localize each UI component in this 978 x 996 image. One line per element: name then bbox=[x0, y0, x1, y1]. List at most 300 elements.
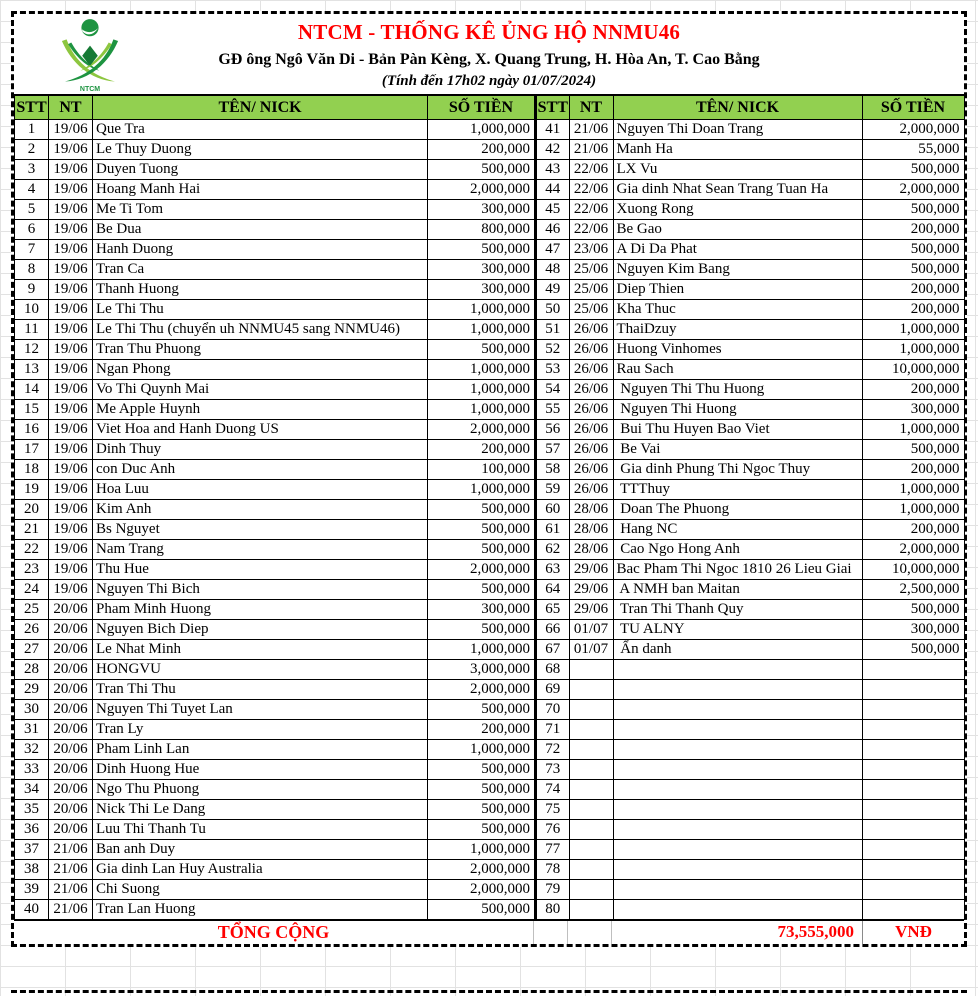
stt-cell[interactable]: 30 bbox=[15, 700, 49, 720]
name-cell[interactable]: con Duc Anh bbox=[93, 460, 428, 480]
stt-cell[interactable]: 8 bbox=[15, 260, 49, 280]
name-cell[interactable]: Nguyen Thi Huong bbox=[613, 400, 862, 420]
amount-cell[interactable]: 100,000 bbox=[428, 460, 535, 480]
amount-cell[interactable] bbox=[862, 800, 964, 820]
date-cell[interactable]: 19/06 bbox=[49, 180, 93, 200]
name-cell[interactable]: LX Vu bbox=[613, 160, 862, 180]
name-cell[interactable]: Luu Thi Thanh Tu bbox=[93, 820, 428, 840]
stt-cell[interactable]: 20 bbox=[15, 500, 49, 520]
stt-cell[interactable]: 72 bbox=[536, 740, 569, 760]
stt-cell[interactable]: 60 bbox=[536, 500, 569, 520]
name-cell[interactable]: Pham Minh Huong bbox=[93, 600, 428, 620]
stt-cell[interactable]: 25 bbox=[15, 600, 49, 620]
amount-cell[interactable]: 500,000 bbox=[428, 500, 535, 520]
date-cell[interactable]: 01/07 bbox=[569, 620, 613, 640]
stt-cell[interactable]: 14 bbox=[15, 380, 49, 400]
name-cell[interactable]: A Di Da Phat bbox=[613, 240, 862, 260]
total-amount[interactable]: 73,555,000 bbox=[611, 921, 862, 944]
date-cell[interactable]: 19/06 bbox=[49, 500, 93, 520]
stt-cell[interactable]: 58 bbox=[536, 460, 569, 480]
name-cell[interactable]: Kim Anh bbox=[93, 500, 428, 520]
column-header-stt[interactable]: STT bbox=[536, 96, 569, 120]
amount-cell[interactable] bbox=[862, 780, 964, 800]
amount-cell[interactable] bbox=[862, 840, 964, 860]
stt-cell[interactable]: 6 bbox=[15, 220, 49, 240]
date-cell[interactable]: 19/06 bbox=[49, 300, 93, 320]
name-cell[interactable]: Nguyen Thi Thu Huong bbox=[613, 380, 862, 400]
stt-cell[interactable]: 55 bbox=[536, 400, 569, 420]
name-cell[interactable]: Tran Ly bbox=[93, 720, 428, 740]
amount-cell[interactable]: 2,000,000 bbox=[862, 120, 964, 140]
stt-cell[interactable]: 62 bbox=[536, 540, 569, 560]
stt-cell[interactable]: 11 bbox=[15, 320, 49, 340]
stt-cell[interactable]: 28 bbox=[15, 660, 49, 680]
stt-cell[interactable]: 19 bbox=[15, 480, 49, 500]
name-cell[interactable]: Hanh Duong bbox=[93, 240, 428, 260]
date-cell[interactable] bbox=[569, 840, 613, 860]
name-cell[interactable]: Nguyen Thi Bich bbox=[93, 580, 428, 600]
amount-cell[interactable]: 500,000 bbox=[428, 520, 535, 540]
stt-cell[interactable]: 10 bbox=[15, 300, 49, 320]
name-cell[interactable]: Be Dua bbox=[93, 220, 428, 240]
name-cell[interactable]: Huong Vinhomes bbox=[613, 340, 862, 360]
date-cell[interactable] bbox=[569, 660, 613, 680]
date-cell[interactable]: 19/06 bbox=[49, 540, 93, 560]
stt-cell[interactable]: 54 bbox=[536, 380, 569, 400]
name-cell[interactable]: Gia dinh Phung Thi Ngoc Thuy bbox=[613, 460, 862, 480]
amount-cell[interactable]: 2,000,000 bbox=[428, 680, 535, 700]
name-cell[interactable]: Que Tra bbox=[93, 120, 428, 140]
name-cell[interactable]: Tran Thu Phuong bbox=[93, 340, 428, 360]
total-spacer-nt[interactable] bbox=[567, 921, 611, 944]
date-cell[interactable]: 19/06 bbox=[49, 380, 93, 400]
amount-cell[interactable]: 2,000,000 bbox=[862, 180, 964, 200]
name-cell[interactable]: Nguyen Kim Bang bbox=[613, 260, 862, 280]
stt-cell[interactable]: 41 bbox=[536, 120, 569, 140]
date-cell[interactable]: 26/06 bbox=[569, 400, 613, 420]
stt-cell[interactable]: 79 bbox=[536, 880, 569, 900]
stt-cell[interactable]: 13 bbox=[15, 360, 49, 380]
amount-cell[interactable] bbox=[862, 760, 964, 780]
stt-cell[interactable]: 3 bbox=[15, 160, 49, 180]
amount-cell[interactable]: 2,000,000 bbox=[428, 180, 535, 200]
amount-cell[interactable]: 200,000 bbox=[862, 520, 964, 540]
name-cell[interactable]: Be Gao bbox=[613, 220, 862, 240]
date-cell[interactable]: 29/06 bbox=[569, 560, 613, 580]
date-cell[interactable]: 22/06 bbox=[569, 220, 613, 240]
date-cell[interactable]: 19/06 bbox=[49, 120, 93, 140]
name-cell[interactable] bbox=[613, 780, 862, 800]
name-cell[interactable] bbox=[613, 760, 862, 780]
name-cell[interactable]: Le Nhat Minh bbox=[93, 640, 428, 660]
amount-cell[interactable]: 300,000 bbox=[862, 400, 964, 420]
date-cell[interactable]: 28/06 bbox=[569, 500, 613, 520]
stt-cell[interactable]: 45 bbox=[536, 200, 569, 220]
name-cell[interactable] bbox=[613, 720, 862, 740]
amount-cell[interactable]: 200,000 bbox=[428, 140, 535, 160]
name-cell[interactable] bbox=[613, 800, 862, 820]
stt-cell[interactable]: 71 bbox=[536, 720, 569, 740]
name-cell[interactable]: Thanh Huong bbox=[93, 280, 428, 300]
stt-cell[interactable]: 21 bbox=[15, 520, 49, 540]
date-cell[interactable]: 29/06 bbox=[569, 600, 613, 620]
name-cell[interactable]: ThaiDzuy bbox=[613, 320, 862, 340]
name-cell[interactable]: Bui Thu Huyen Bao Viet bbox=[613, 420, 862, 440]
name-cell[interactable]: Chi Suong bbox=[93, 880, 428, 900]
name-cell[interactable]: Cao Ngo Hong Anh bbox=[613, 540, 862, 560]
stt-cell[interactable]: 48 bbox=[536, 260, 569, 280]
date-cell[interactable] bbox=[569, 880, 613, 900]
stt-cell[interactable]: 16 bbox=[15, 420, 49, 440]
name-cell[interactable]: Ngan Phong bbox=[93, 360, 428, 380]
amount-cell[interactable]: 500,000 bbox=[428, 580, 535, 600]
date-cell[interactable] bbox=[569, 740, 613, 760]
amount-cell[interactable]: 2,000,000 bbox=[428, 880, 535, 900]
amount-cell[interactable]: 300,000 bbox=[428, 260, 535, 280]
stt-cell[interactable]: 34 bbox=[15, 780, 49, 800]
stt-cell[interactable]: 69 bbox=[536, 680, 569, 700]
stt-cell[interactable]: 35 bbox=[15, 800, 49, 820]
amount-cell[interactable]: 1,000,000 bbox=[862, 500, 964, 520]
stt-cell[interactable]: 18 bbox=[15, 460, 49, 480]
amount-cell[interactable]: 1,000,000 bbox=[428, 320, 535, 340]
amount-cell[interactable]: 1,000,000 bbox=[862, 480, 964, 500]
date-cell[interactable]: 19/06 bbox=[49, 320, 93, 340]
stt-cell[interactable]: 63 bbox=[536, 560, 569, 580]
name-cell[interactable]: Hoang Manh Hai bbox=[93, 180, 428, 200]
stt-cell[interactable]: 32 bbox=[15, 740, 49, 760]
stt-cell[interactable]: 2 bbox=[15, 140, 49, 160]
stt-cell[interactable]: 67 bbox=[536, 640, 569, 660]
amount-cell[interactable]: 500,000 bbox=[428, 240, 535, 260]
stt-cell[interactable]: 49 bbox=[536, 280, 569, 300]
stt-cell[interactable]: 43 bbox=[536, 160, 569, 180]
stt-cell[interactable]: 24 bbox=[15, 580, 49, 600]
column-header-name[interactable]: TÊN/ NICK bbox=[93, 96, 428, 120]
stt-cell[interactable]: 65 bbox=[536, 600, 569, 620]
stt-cell[interactable]: 75 bbox=[536, 800, 569, 820]
stt-cell[interactable]: 38 bbox=[15, 860, 49, 880]
date-cell[interactable]: 26/06 bbox=[569, 360, 613, 380]
stt-cell[interactable]: 36 bbox=[15, 820, 49, 840]
column-header-nt[interactable]: NT bbox=[49, 96, 93, 120]
name-cell[interactable]: Tran Ca bbox=[93, 260, 428, 280]
date-cell[interactable] bbox=[569, 820, 613, 840]
stt-cell[interactable]: 42 bbox=[536, 140, 569, 160]
amount-cell[interactable]: 500,000 bbox=[862, 440, 964, 460]
name-cell[interactable]: Nguyen Bich Diep bbox=[93, 620, 428, 640]
stt-cell[interactable]: 77 bbox=[536, 840, 569, 860]
amount-cell[interactable]: 3,000,000 bbox=[428, 660, 535, 680]
name-cell[interactable]: Duyen Tuong bbox=[93, 160, 428, 180]
amount-cell[interactable] bbox=[862, 880, 964, 900]
total-label[interactable]: TỔNG CỘNG bbox=[217, 922, 330, 942]
amount-cell[interactable]: 55,000 bbox=[862, 140, 964, 160]
name-cell[interactable]: Bs Nguyet bbox=[93, 520, 428, 540]
amount-cell[interactable]: 200,000 bbox=[862, 220, 964, 240]
date-cell[interactable]: 26/06 bbox=[569, 340, 613, 360]
date-cell[interactable]: 19/06 bbox=[49, 400, 93, 420]
date-cell[interactable]: 21/06 bbox=[569, 120, 613, 140]
date-cell[interactable]: 21/06 bbox=[49, 840, 93, 860]
date-cell[interactable]: 01/07 bbox=[569, 640, 613, 660]
date-cell[interactable]: 28/06 bbox=[569, 540, 613, 560]
stt-cell[interactable]: 9 bbox=[15, 280, 49, 300]
date-cell[interactable]: 20/06 bbox=[49, 820, 93, 840]
name-cell[interactable] bbox=[613, 660, 862, 680]
amount-cell[interactable]: 1,000,000 bbox=[428, 740, 535, 760]
name-cell[interactable] bbox=[613, 680, 862, 700]
date-cell[interactable] bbox=[569, 760, 613, 780]
stt-cell[interactable]: 59 bbox=[536, 480, 569, 500]
amount-cell[interactable]: 2,000,000 bbox=[862, 540, 964, 560]
stt-cell[interactable]: 57 bbox=[536, 440, 569, 460]
date-cell[interactable] bbox=[569, 860, 613, 880]
date-cell[interactable]: 19/06 bbox=[49, 480, 93, 500]
stt-cell[interactable]: 80 bbox=[536, 900, 569, 920]
name-cell[interactable]: Dinh Thuy bbox=[93, 440, 428, 460]
name-cell[interactable]: Be Vai bbox=[613, 440, 862, 460]
amount-cell[interactable]: 500,000 bbox=[428, 700, 535, 720]
date-cell[interactable]: 25/06 bbox=[569, 280, 613, 300]
amount-cell[interactable]: 500,000 bbox=[428, 900, 535, 920]
name-cell[interactable]: Thu Hue bbox=[93, 560, 428, 580]
stt-cell[interactable]: 23 bbox=[15, 560, 49, 580]
stt-cell[interactable]: 50 bbox=[536, 300, 569, 320]
stt-cell[interactable]: 4 bbox=[15, 180, 49, 200]
stt-cell[interactable]: 15 bbox=[15, 400, 49, 420]
amount-cell[interactable]: 200,000 bbox=[428, 440, 535, 460]
date-cell[interactable]: 19/06 bbox=[49, 520, 93, 540]
amount-cell[interactable]: 1,000,000 bbox=[428, 480, 535, 500]
stt-cell[interactable]: 39 bbox=[15, 880, 49, 900]
date-cell[interactable]: 19/06 bbox=[49, 200, 93, 220]
amount-cell[interactable]: 500,000 bbox=[862, 240, 964, 260]
amount-cell[interactable] bbox=[862, 900, 964, 920]
amount-cell[interactable]: 200,000 bbox=[862, 460, 964, 480]
date-cell[interactable]: 19/06 bbox=[49, 580, 93, 600]
name-cell[interactable]: Tran Thi Thanh Quy bbox=[613, 600, 862, 620]
amount-cell[interactable]: 500,000 bbox=[428, 340, 535, 360]
total-spacer-stt[interactable] bbox=[533, 921, 567, 944]
name-cell[interactable]: Nguyen Thi Tuyet Lan bbox=[93, 700, 428, 720]
date-cell[interactable]: 20/06 bbox=[49, 760, 93, 780]
column-header-name[interactable]: TÊN/ NICK bbox=[613, 96, 862, 120]
name-cell[interactable]: Pham Linh Lan bbox=[93, 740, 428, 760]
name-cell[interactable]: Gia dinh Nhat Sean Trang Tuan Ha bbox=[613, 180, 862, 200]
name-cell[interactable] bbox=[613, 860, 862, 880]
stt-cell[interactable]: 17 bbox=[15, 440, 49, 460]
date-cell[interactable]: 19/06 bbox=[49, 140, 93, 160]
stt-cell[interactable]: 51 bbox=[536, 320, 569, 340]
column-header-nt[interactable]: NT bbox=[569, 96, 613, 120]
name-cell[interactable]: Tran Lan Huong bbox=[93, 900, 428, 920]
name-cell[interactable]: Dinh Huong Hue bbox=[93, 760, 428, 780]
date-cell[interactable]: 19/06 bbox=[49, 340, 93, 360]
name-cell[interactable] bbox=[613, 880, 862, 900]
stt-cell[interactable]: 73 bbox=[536, 760, 569, 780]
name-cell[interactable]: Doan The Phuong bbox=[613, 500, 862, 520]
stt-cell[interactable]: 5 bbox=[15, 200, 49, 220]
date-cell[interactable]: 20/06 bbox=[49, 740, 93, 760]
name-cell[interactable]: Manh Ha bbox=[613, 140, 862, 160]
name-cell[interactable]: Rau Sach bbox=[613, 360, 862, 380]
amount-cell[interactable]: 200,000 bbox=[428, 720, 535, 740]
amount-cell[interactable]: 500,000 bbox=[862, 600, 964, 620]
date-cell[interactable]: 26/06 bbox=[569, 440, 613, 460]
date-cell[interactable]: 19/06 bbox=[49, 360, 93, 380]
date-cell[interactable]: 21/06 bbox=[49, 880, 93, 900]
stt-cell[interactable]: 68 bbox=[536, 660, 569, 680]
name-cell[interactable]: Bac Pham Thi Ngoc 1810 26 Lieu Giai bbox=[613, 560, 862, 580]
stt-cell[interactable]: 47 bbox=[536, 240, 569, 260]
stt-cell[interactable]: 56 bbox=[536, 420, 569, 440]
name-cell[interactable] bbox=[613, 740, 862, 760]
column-header-amount[interactable]: SỐ TIỀN bbox=[862, 96, 964, 120]
stt-cell[interactable]: 27 bbox=[15, 640, 49, 660]
amount-cell[interactable]: 500,000 bbox=[862, 200, 964, 220]
amount-cell[interactable]: 1,000,000 bbox=[428, 640, 535, 660]
amount-cell[interactable]: 500,000 bbox=[862, 260, 964, 280]
date-cell[interactable]: 19/06 bbox=[49, 420, 93, 440]
column-header-amount[interactable]: SỐ TIỀN bbox=[428, 96, 535, 120]
amount-cell[interactable]: 2,000,000 bbox=[428, 560, 535, 580]
date-cell[interactable]: 20/06 bbox=[49, 600, 93, 620]
name-cell[interactable] bbox=[613, 840, 862, 860]
amount-cell[interactable]: 300,000 bbox=[862, 620, 964, 640]
stt-cell[interactable]: 66 bbox=[536, 620, 569, 640]
stt-cell[interactable]: 70 bbox=[536, 700, 569, 720]
date-cell[interactable] bbox=[569, 900, 613, 920]
amount-cell[interactable]: 500,000 bbox=[428, 780, 535, 800]
name-cell[interactable]: Gia dinh Lan Huy Australia bbox=[93, 860, 428, 880]
amount-cell[interactable]: 500,000 bbox=[428, 620, 535, 640]
amount-cell[interactable] bbox=[862, 860, 964, 880]
stt-cell[interactable]: 53 bbox=[536, 360, 569, 380]
date-cell[interactable] bbox=[569, 720, 613, 740]
amount-cell[interactable]: 1,000,000 bbox=[428, 360, 535, 380]
date-cell[interactable]: 20/06 bbox=[49, 660, 93, 680]
name-cell[interactable]: Tran Thi Thu bbox=[93, 680, 428, 700]
amount-cell[interactable]: 800,000 bbox=[428, 220, 535, 240]
amount-cell[interactable]: 1,000,000 bbox=[428, 380, 535, 400]
name-cell[interactable]: HONGVU bbox=[93, 660, 428, 680]
amount-cell[interactable]: 10,000,000 bbox=[862, 360, 964, 380]
amount-cell[interactable] bbox=[862, 700, 964, 720]
date-cell[interactable]: 26/06 bbox=[569, 380, 613, 400]
date-cell[interactable]: 26/06 bbox=[569, 460, 613, 480]
amount-cell[interactable]: 300,000 bbox=[428, 280, 535, 300]
stt-cell[interactable]: 1 bbox=[15, 120, 49, 140]
amount-cell[interactable]: 200,000 bbox=[862, 280, 964, 300]
date-cell[interactable]: 22/06 bbox=[569, 200, 613, 220]
name-cell[interactable]: Vo Thi Quynh Mai bbox=[93, 380, 428, 400]
name-cell[interactable]: Hang NC bbox=[613, 520, 862, 540]
name-cell[interactable]: Le Thuy Duong bbox=[93, 140, 428, 160]
name-cell[interactable]: Nguyen Thi Doan Trang bbox=[613, 120, 862, 140]
stt-cell[interactable]: 61 bbox=[536, 520, 569, 540]
stt-cell[interactable]: 40 bbox=[15, 900, 49, 920]
name-cell[interactable]: Me Ti Tom bbox=[93, 200, 428, 220]
amount-cell[interactable] bbox=[862, 720, 964, 740]
amount-cell[interactable]: 2,000,000 bbox=[428, 860, 535, 880]
stt-cell[interactable]: 33 bbox=[15, 760, 49, 780]
name-cell[interactable]: Nam Trang bbox=[93, 540, 428, 560]
stt-cell[interactable]: 64 bbox=[536, 580, 569, 600]
stt-cell[interactable]: 12 bbox=[15, 340, 49, 360]
stt-cell[interactable]: 7 bbox=[15, 240, 49, 260]
amount-cell[interactable]: 500,000 bbox=[428, 800, 535, 820]
date-cell[interactable] bbox=[569, 700, 613, 720]
name-cell[interactable]: TU ALNY bbox=[613, 620, 862, 640]
date-cell[interactable]: 20/06 bbox=[49, 720, 93, 740]
name-cell[interactable] bbox=[613, 900, 862, 920]
name-cell[interactable]: Viet Hoa and Hanh Duong US bbox=[93, 420, 428, 440]
stt-cell[interactable]: 78 bbox=[536, 860, 569, 880]
name-cell[interactable]: Xuong Rong bbox=[613, 200, 862, 220]
name-cell[interactable]: Hoa Luu bbox=[93, 480, 428, 500]
amount-cell[interactable] bbox=[862, 820, 964, 840]
stt-cell[interactable]: 44 bbox=[536, 180, 569, 200]
column-header-stt[interactable]: STT bbox=[15, 96, 49, 120]
name-cell[interactable]: TTThuy bbox=[613, 480, 862, 500]
date-cell[interactable]: 26/06 bbox=[569, 420, 613, 440]
stt-cell[interactable]: 76 bbox=[536, 820, 569, 840]
date-cell[interactable] bbox=[569, 680, 613, 700]
date-cell[interactable]: 21/06 bbox=[49, 900, 93, 920]
name-cell[interactable]: A NMH ban Maitan bbox=[613, 580, 862, 600]
name-cell[interactable] bbox=[613, 820, 862, 840]
amount-cell[interactable] bbox=[862, 740, 964, 760]
amount-cell[interactable]: 10,000,000 bbox=[862, 560, 964, 580]
stt-cell[interactable]: 37 bbox=[15, 840, 49, 860]
date-cell[interactable]: 29/06 bbox=[569, 580, 613, 600]
date-cell[interactable]: 20/06 bbox=[49, 700, 93, 720]
date-cell[interactable]: 19/06 bbox=[49, 240, 93, 260]
stt-cell[interactable]: 74 bbox=[536, 780, 569, 800]
date-cell[interactable]: 19/06 bbox=[49, 440, 93, 460]
amount-cell[interactable]: 500,000 bbox=[862, 160, 964, 180]
date-cell[interactable]: 22/06 bbox=[569, 180, 613, 200]
name-cell[interactable]: Nick Thi Le Dang bbox=[93, 800, 428, 820]
amount-cell[interactable]: 1,000,000 bbox=[428, 300, 535, 320]
date-cell[interactable]: 21/06 bbox=[49, 860, 93, 880]
amount-cell[interactable]: 300,000 bbox=[428, 600, 535, 620]
stt-cell[interactable]: 31 bbox=[15, 720, 49, 740]
date-cell[interactable]: 22/06 bbox=[569, 160, 613, 180]
date-cell[interactable]: 19/06 bbox=[49, 560, 93, 580]
date-cell[interactable]: 19/06 bbox=[49, 160, 93, 180]
name-cell[interactable] bbox=[613, 700, 862, 720]
date-cell[interactable]: 20/06 bbox=[49, 680, 93, 700]
stt-cell[interactable]: 26 bbox=[15, 620, 49, 640]
name-cell[interactable]: Me Apple Huynh bbox=[93, 400, 428, 420]
name-cell[interactable]: Diep Thien bbox=[613, 280, 862, 300]
date-cell[interactable]: 25/06 bbox=[569, 300, 613, 320]
date-cell[interactable]: 20/06 bbox=[49, 780, 93, 800]
total-currency[interactable]: VNĐ bbox=[862, 921, 964, 944]
amount-cell[interactable]: 1,000,000 bbox=[862, 320, 964, 340]
amount-cell[interactable]: 1,000,000 bbox=[862, 420, 964, 440]
date-cell[interactable]: 21/06 bbox=[569, 140, 613, 160]
date-cell[interactable]: 19/06 bbox=[49, 280, 93, 300]
amount-cell[interactable]: 500,000 bbox=[428, 760, 535, 780]
amount-cell[interactable]: 2,000,000 bbox=[428, 420, 535, 440]
date-cell[interactable] bbox=[569, 780, 613, 800]
date-cell[interactable]: 25/06 bbox=[569, 260, 613, 280]
amount-cell[interactable]: 1,000,000 bbox=[428, 400, 535, 420]
date-cell[interactable]: 26/06 bbox=[569, 320, 613, 340]
